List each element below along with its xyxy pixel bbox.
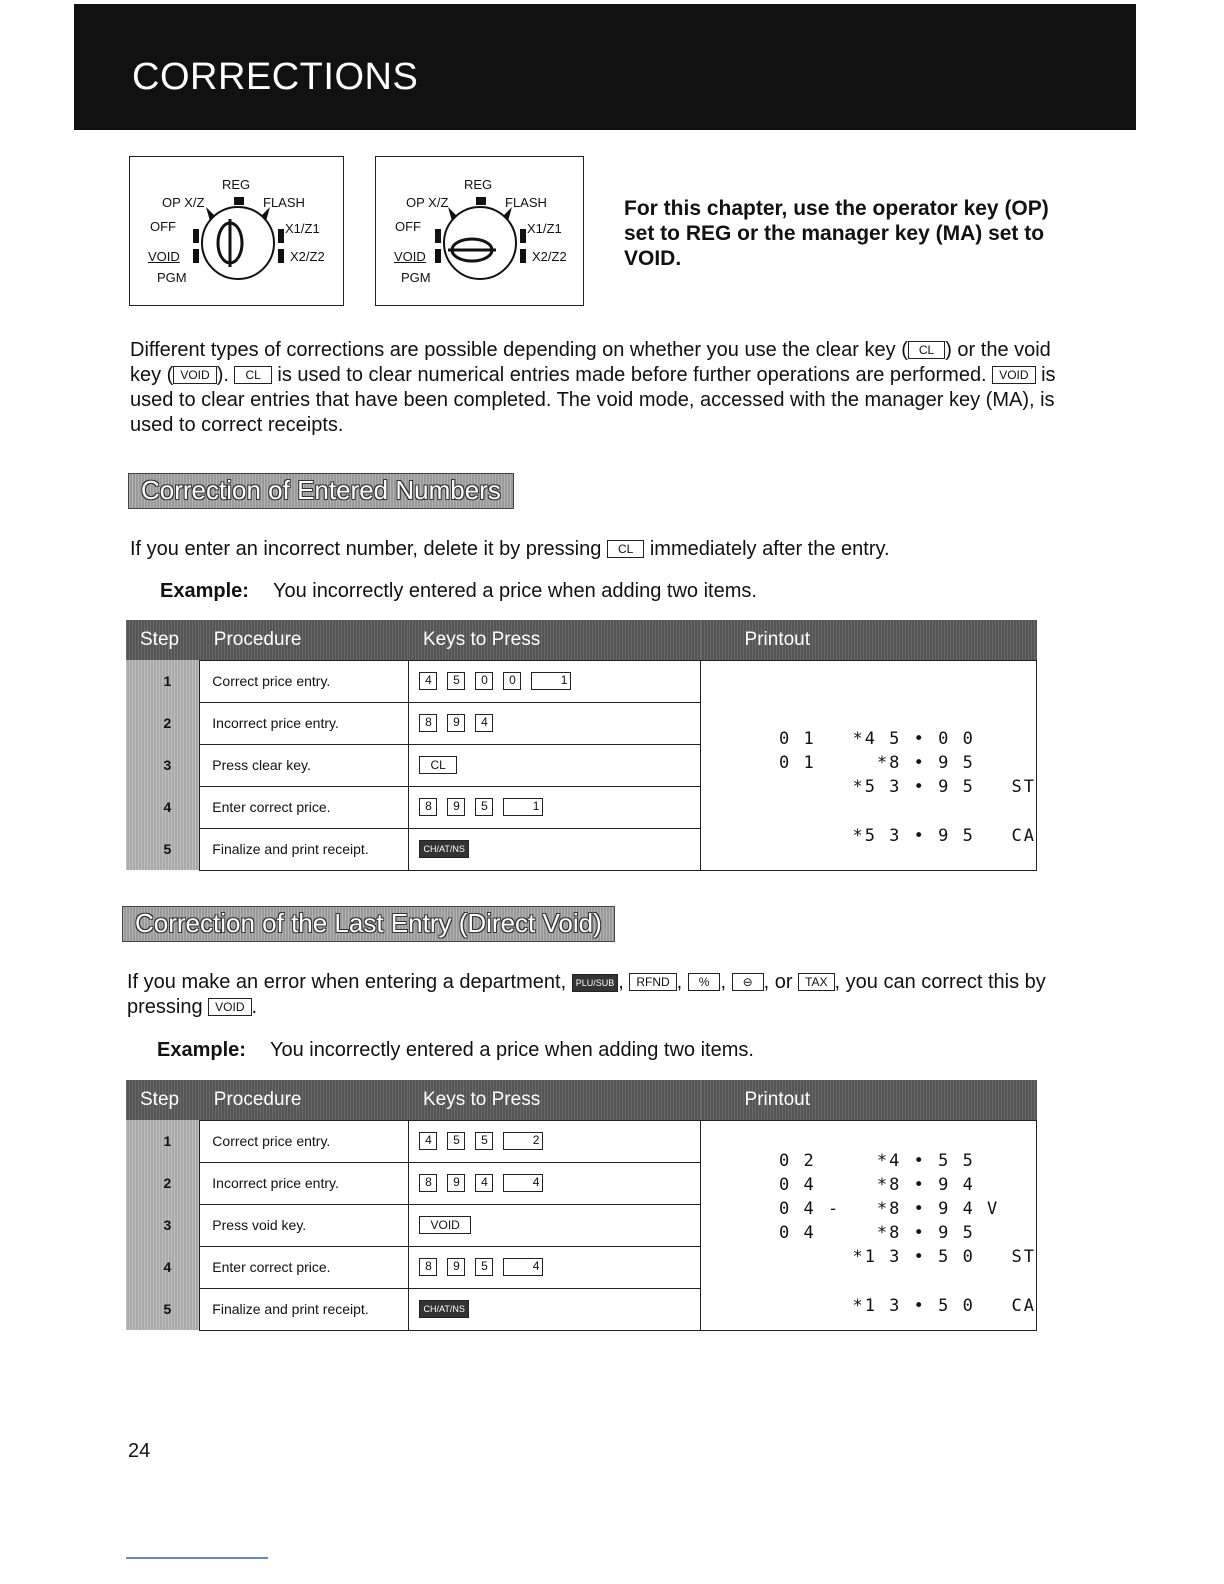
section2-text: .	[251, 996, 258, 1018]
step-procedure: Incorrect price entry.	[200, 702, 409, 744]
op-key-diagram	[129, 156, 344, 306]
printout-line: 0 2 *4 • 5 5	[779, 1150, 975, 1171]
void-key: VOID	[992, 366, 1035, 384]
column-header-step: Step	[126, 1080, 200, 1120]
digit-key: 0	[503, 672, 521, 690]
intro-text: is used to clear entries that have been completed. The void mode, accessed with the manager key (MA), is used to correct receipts.	[130, 364, 1056, 436]
step-keys	[409, 744, 701, 786]
cl-key: CL	[234, 366, 271, 384]
key-label-x1z1: X1/Z1	[527, 221, 562, 236]
digit-key: 0	[475, 672, 493, 690]
void-key: VOID	[419, 1216, 470, 1234]
digit-key: 9	[447, 798, 465, 816]
printout-line: 0 4 *8 • 9 5	[779, 1222, 975, 1243]
department-key: 1	[503, 798, 543, 816]
table-header-row	[126, 1080, 1037, 1120]
cash-key: CH/AT/NS	[419, 1300, 468, 1318]
step-procedure: Enter correct price.	[200, 1246, 409, 1288]
ma-key-diagram	[375, 156, 584, 306]
section1-paragraph	[130, 537, 1070, 562]
section2-text: , or	[763, 971, 799, 993]
step-number: 4	[126, 786, 200, 828]
column-header-procedure: Procedure	[200, 620, 409, 660]
step-keys	[409, 1204, 701, 1246]
digit-key: 9	[447, 1258, 465, 1276]
digit-key: 8	[419, 1174, 437, 1192]
steps-table-entered-numbers	[126, 620, 1037, 871]
digit-key: 5	[447, 672, 465, 690]
intro-text: ) or the void key (	[130, 339, 1051, 386]
printout-line: *1 3 • 5 0 CA	[779, 1295, 1036, 1316]
department-key: 2	[503, 1132, 543, 1150]
column-header-procedure: Procedure	[200, 1080, 409, 1120]
step-procedure: Enter correct price.	[200, 786, 409, 828]
key-label-void: VOID	[148, 249, 180, 264]
key-label-off: OFF	[395, 219, 421, 234]
digit-key: 9	[447, 1174, 465, 1192]
table-header-row	[126, 620, 1037, 660]
section2-text: If you make an error when entering a department,	[127, 971, 572, 993]
step-procedure: Finalize and print receipt.	[200, 1288, 409, 1330]
section1-example	[160, 580, 757, 603]
key-label-reg: REG	[464, 177, 493, 192]
example-text: You incorrectly entered a price when adding two items.	[269, 1039, 754, 1061]
cash-key: CH/AT/NS	[419, 840, 468, 858]
step-number: 1	[126, 660, 200, 702]
intro-text: is used to clear numerical entries made before further operations are performed.	[271, 364, 993, 386]
key-label-opxz: OP X/Z	[406, 195, 449, 210]
key-label-x2z2: X2/Z2	[532, 249, 567, 264]
tax-key: TAX	[798, 973, 834, 991]
section1-text: immediately after the entry.	[644, 538, 890, 560]
footer-rule	[126, 1557, 268, 1559]
cl-key: CL	[419, 756, 456, 774]
digit-key: 4	[419, 1132, 437, 1150]
step-number: 4	[126, 1246, 200, 1288]
percent-key: %	[688, 973, 721, 991]
step-procedure: Press clear key.	[200, 744, 409, 786]
key-label-flash: FLASH	[263, 195, 305, 210]
step-keys	[409, 1246, 701, 1288]
key-label-off: OFF	[150, 219, 176, 234]
example-text: You incorrectly entered a price when adding two items.	[272, 580, 757, 602]
void-key: VOID	[173, 366, 216, 384]
section2-text: ,	[720, 971, 732, 993]
step-keys	[409, 1120, 701, 1162]
department-key: 4	[503, 1258, 543, 1276]
step-keys	[409, 1288, 701, 1330]
digit-key: 5	[475, 1258, 493, 1276]
printout-line	[701, 1269, 1036, 1294]
digit-key: 4	[475, 1174, 493, 1192]
step-number: 3	[126, 744, 200, 786]
step-keys	[409, 702, 701, 744]
step-number: 2	[126, 1162, 200, 1204]
department-key: 4	[503, 1174, 543, 1192]
printout-line: 0 4 - *8 • 9 4 V	[779, 1198, 1000, 1219]
section2-text: ,	[618, 971, 630, 993]
discount-key: ⊖	[732, 973, 764, 991]
plu-sub-key: PLU/SUB	[572, 974, 619, 992]
table-row	[126, 660, 1037, 702]
example-label: Example:	[157, 1039, 246, 1061]
section2-example	[157, 1039, 754, 1062]
cl-key: CL	[607, 540, 644, 558]
step-keys	[409, 660, 701, 702]
digit-key: 4	[419, 672, 437, 690]
section-heading-direct-void: Correction of the Last Entry (Direct Void)	[122, 906, 615, 942]
page-number: 24	[128, 1440, 151, 1462]
section2-paragraph	[127, 970, 1067, 1020]
step-number: 1	[126, 1120, 200, 1162]
step-keys	[409, 828, 701, 870]
department-key: 1	[531, 672, 571, 690]
digit-key: 8	[419, 798, 437, 816]
key-label-void: VOID	[394, 249, 426, 264]
column-header-step: Step	[126, 620, 200, 660]
step-procedure: Press void key.	[200, 1204, 409, 1246]
key-label-pgm: PGM	[401, 270, 431, 285]
step-procedure: Correct price entry.	[200, 1120, 409, 1162]
key-label-flash: FLASH	[505, 195, 547, 210]
column-header-printout: Printout	[701, 1080, 1037, 1120]
step-keys	[409, 1162, 701, 1204]
printout-line: *5 3 • 9 5 ST	[779, 776, 1036, 797]
key-label-x2z2: X2/Z2	[290, 249, 325, 264]
section2-text: , you can correct this by pressing	[127, 971, 1046, 1018]
intro-text: Different types of corrections are possible depending on whether you use the clear key (	[130, 339, 908, 361]
page-title: CORRECTIONS	[132, 56, 419, 98]
column-header-keys: Keys to Press	[409, 1080, 701, 1120]
printout-line: *1 3 • 5 0 ST	[779, 1246, 1036, 1267]
printout-line	[701, 799, 1036, 824]
example-label: Example:	[160, 580, 249, 602]
receipt-printout	[701, 1120, 1037, 1330]
section-heading-entered-numbers: Correction of Entered Numbers	[128, 473, 514, 509]
steps-table-direct-void	[126, 1080, 1037, 1331]
header-bar	[74, 4, 1136, 130]
step-number: 2	[126, 702, 200, 744]
chapter-key-note: For this chapter, use the operator key (OP) set to REG or the manager key (MA) set to VOID.	[624, 197, 1049, 270]
digit-key: 4	[475, 714, 493, 732]
digit-key: 8	[419, 714, 437, 732]
cl-key: CL	[908, 341, 945, 359]
step-procedure: Incorrect price entry.	[200, 1162, 409, 1204]
intro-paragraph	[130, 338, 1070, 438]
key-label-opxz: OP X/Z	[162, 195, 205, 210]
rfnd-key: RFND	[629, 973, 676, 991]
table-row	[126, 1120, 1037, 1162]
digit-key: 5	[447, 1132, 465, 1150]
void-key: VOID	[208, 998, 251, 1016]
printout-line: 0 4 *8 • 9 4	[779, 1174, 975, 1195]
column-header-printout: Printout	[701, 620, 1037, 660]
step-number: 3	[126, 1204, 200, 1246]
section1-text: If you enter an incorrect number, delete it by pressing	[130, 538, 607, 560]
receipt-printout	[701, 660, 1037, 870]
column-header-keys: Keys to Press	[409, 620, 701, 660]
step-keys	[409, 786, 701, 828]
printout-line: 0 1 *4 5 • 0 0	[779, 728, 975, 749]
step-number: 5	[126, 828, 200, 870]
key-label-reg: REG	[222, 177, 251, 192]
step-procedure: Finalize and print receipt.	[200, 828, 409, 870]
printout-line: 0 1 *8 • 9 5	[779, 752, 975, 773]
digit-key: 5	[475, 1132, 493, 1150]
step-number: 5	[126, 1288, 200, 1330]
section2-text: ,	[676, 971, 688, 993]
digit-key: 9	[447, 714, 465, 732]
key-label-x1z1: X1/Z1	[285, 221, 320, 236]
printout-line: *5 3 • 9 5 CA	[779, 825, 1036, 846]
intro-text: ).	[216, 364, 235, 386]
digit-key: 5	[475, 798, 493, 816]
key-label-pgm: PGM	[157, 270, 187, 285]
step-procedure: Correct price entry.	[200, 660, 409, 702]
digit-key: 8	[419, 1258, 437, 1276]
